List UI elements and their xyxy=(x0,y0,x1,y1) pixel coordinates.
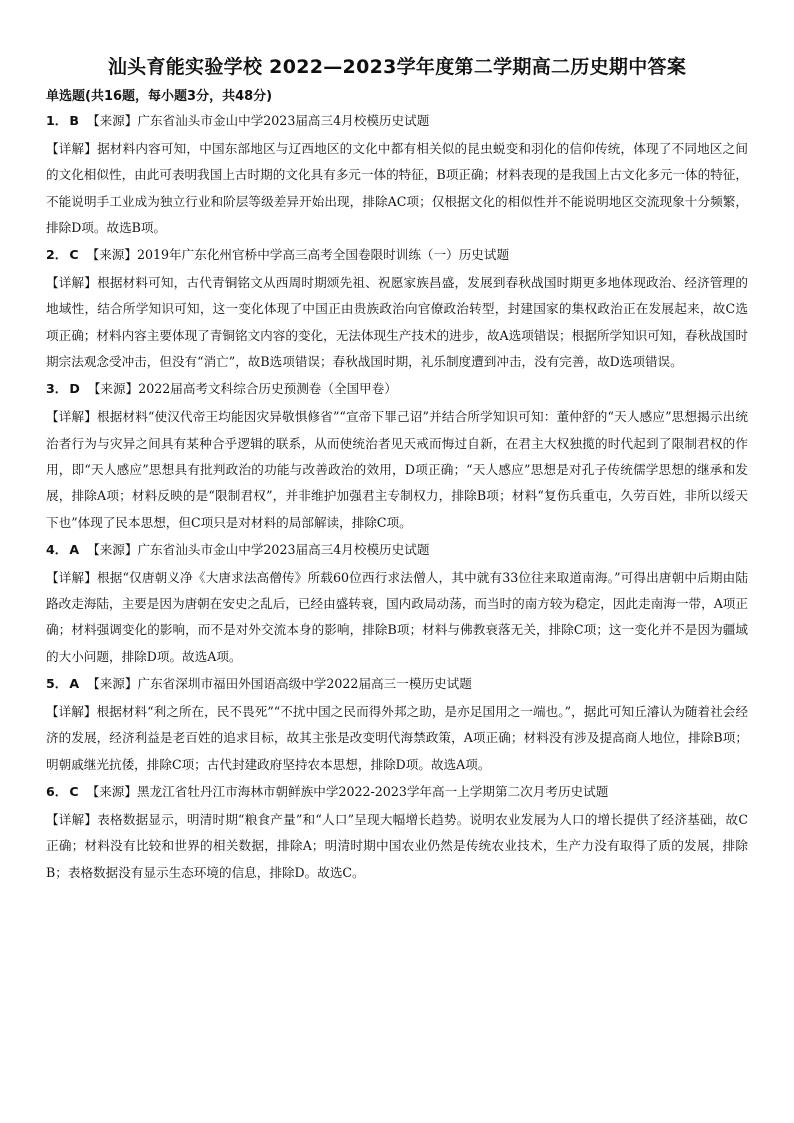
question-number: 2． xyxy=(46,247,68,263)
question-answer: C xyxy=(69,247,79,263)
question-answer: D xyxy=(69,381,80,397)
question-answer: A xyxy=(69,676,80,692)
section-header: 单选题(共16题，每小题3分，共48分) xyxy=(46,89,273,104)
question-source: 【来源】2019年广东化州官桥中学高三高考全国卷限时训练（一）历史试题 xyxy=(86,247,510,263)
page-title: 汕头育能实验学校 2022—2023学年度第二学期高二历史期中答案 xyxy=(107,56,687,78)
question-detail: 【详解】根据材料“利之所在，民不畏死”“不扰中国之民而得外邦之助，是亦足国用之一端也。”，据此可知丘濬认为随着社会经济的发展，经济利益是老百姓的追求目标，故其主张是改变明代海禁政策，A项正确；材料没有涉及提高商人地位，排除B项；明朝戚继光抗倭，排除C项；古代封建政府坚持农本思想，排除D项。故选A项。 xyxy=(46,704,748,772)
question-source: 【来源】黑龙江省牡丹江市海林市朝鲜族中学2022-2023学年高一上学期第二次月考历史试题 xyxy=(86,783,609,799)
question-answer: A xyxy=(69,541,80,557)
question-source: 【来源】广东省汕头市金山中学2023届高三4月校模历史试题 xyxy=(86,113,430,128)
question-detail: 【详解】根据“仅唐朝义净《大唐求法高僧传》所载60位西行求法僧人，其中就有33位往来取道南海。”可得出唐朝中后期由陆路改走海陆，主要是因为唐朝在安史之乱后，已经由盛转衰，国内政局动荡，而当时的南方较为稳定，因此走南海一带，A项正确；材料强调变化的影响，而不是对外交流本身的影响，排除B项；材料与佛教衰落无关，排除C项；这一变化并不是因为疆域的大小问题，排除D项。故选A项。 xyxy=(46,569,748,664)
question-block-2 xyxy=(46,245,748,375)
question-number: 3． xyxy=(46,381,68,397)
question-answer: C xyxy=(69,783,79,799)
question-number: 4． xyxy=(46,541,68,557)
question-block-5 xyxy=(46,674,748,778)
question-heading xyxy=(46,111,748,131)
question-heading xyxy=(46,540,748,560)
question-detail: 【详解】根据材料可知，古代青铜铭文从西周时期颂先祖、祝愿家族昌盛，发展到春秋战国时期更多地体现政治、经济管理的地域性，结合所学知识可知，这一变化体现了中国正由贵族政治向官僚政治转型，封建国家的集权政治正在发展起来，故C选项正确；材料内容主要体现了青铜铭文内容的变化，无法体现生产技术的进步，故A选项错误；根据所学知识可知，春秋战国时期宗法观念受冲击，但没有“消亡”，故B选项错误；春秋战国时期，礼乐制度遭到冲击，没有完善，故D选项错误。 xyxy=(46,275,748,370)
question-number: 1． xyxy=(46,113,68,128)
question-heading xyxy=(46,782,748,802)
question-heading xyxy=(46,379,748,399)
question-source: 【来源】2022届高考文科综合历史预测卷（全国甲卷） xyxy=(87,381,397,397)
question-block-6 xyxy=(46,782,748,886)
question-number: 6． xyxy=(46,783,68,799)
question-answer: B xyxy=(69,113,79,128)
question-source: 【来源】广东省汕头市金山中学2023届高三4月校模历史试题 xyxy=(87,541,430,557)
question-heading xyxy=(46,245,748,265)
question-block-1 xyxy=(46,111,748,241)
question-block-4 xyxy=(46,540,748,670)
question-detail: 【详解】表格数据显示，明清时期“粮食产量”和“人口”呈现大幅增长趋势。说明农业发展为人口的增长提供了经济基础，故C正确；材料没有比较和世界的相关数据，排除A；明清时期中国农业仍然是传统农业技术，生产力没有取得了质的发展，排除B；表格数据没有显示生态环境的信息，排除D。故选C。 xyxy=(46,811,748,880)
question-number: 5． xyxy=(46,676,68,692)
question-source: 【来源】广东省深圳市福田外国语高级中学2022届高三一模历史试题 xyxy=(87,676,472,692)
question-detail: 【详解】据材料内容可知，中国东部地区与辽西地区的文化中都有相关似的昆虫蜕变和羽化的信仰传统，体现了不同地区之间的文化相似性，由此可表明我国上古时期的文化具有多元一体的特征，B项正确；材料表现的是我国上古文化多元一体的特征，不能说明手工业成为独立行业和阶层等级差异开始出现，排除AC项；仅根据文化的相似性并不能说明地区交流现象十分频繁，排除D项。故选B项。 xyxy=(46,141,748,235)
question-detail: 【详解】根据材料“使汉代帝王均能因灾异敬惧修省”“宣帝下罪己诏”并结合所学知识可知：董仲舒的“天人感应”思想揭示出统治者行为与灾异之间具有某种合乎逻辑的联系，从而使统治者见天戒而悔过自新，在君主大权独揽的时代起到了限制君权的作用，即“天人感应”思想具有批判政治的功能与改善政治的效用，D项正确；“天人感应”思想是对孔子传统儒学思想的继承和发展，排除A项；材料反映的是“限制君权”，并非维护加强君主专制权力，排除B项；材料“复伤兵重屯，久劳百姓，非所以绥天下也”体现了民本思想，但C项只是对材料的局部解读，排除C项。 xyxy=(46,409,748,530)
question-heading xyxy=(46,674,748,694)
question-block-3 xyxy=(46,379,748,535)
